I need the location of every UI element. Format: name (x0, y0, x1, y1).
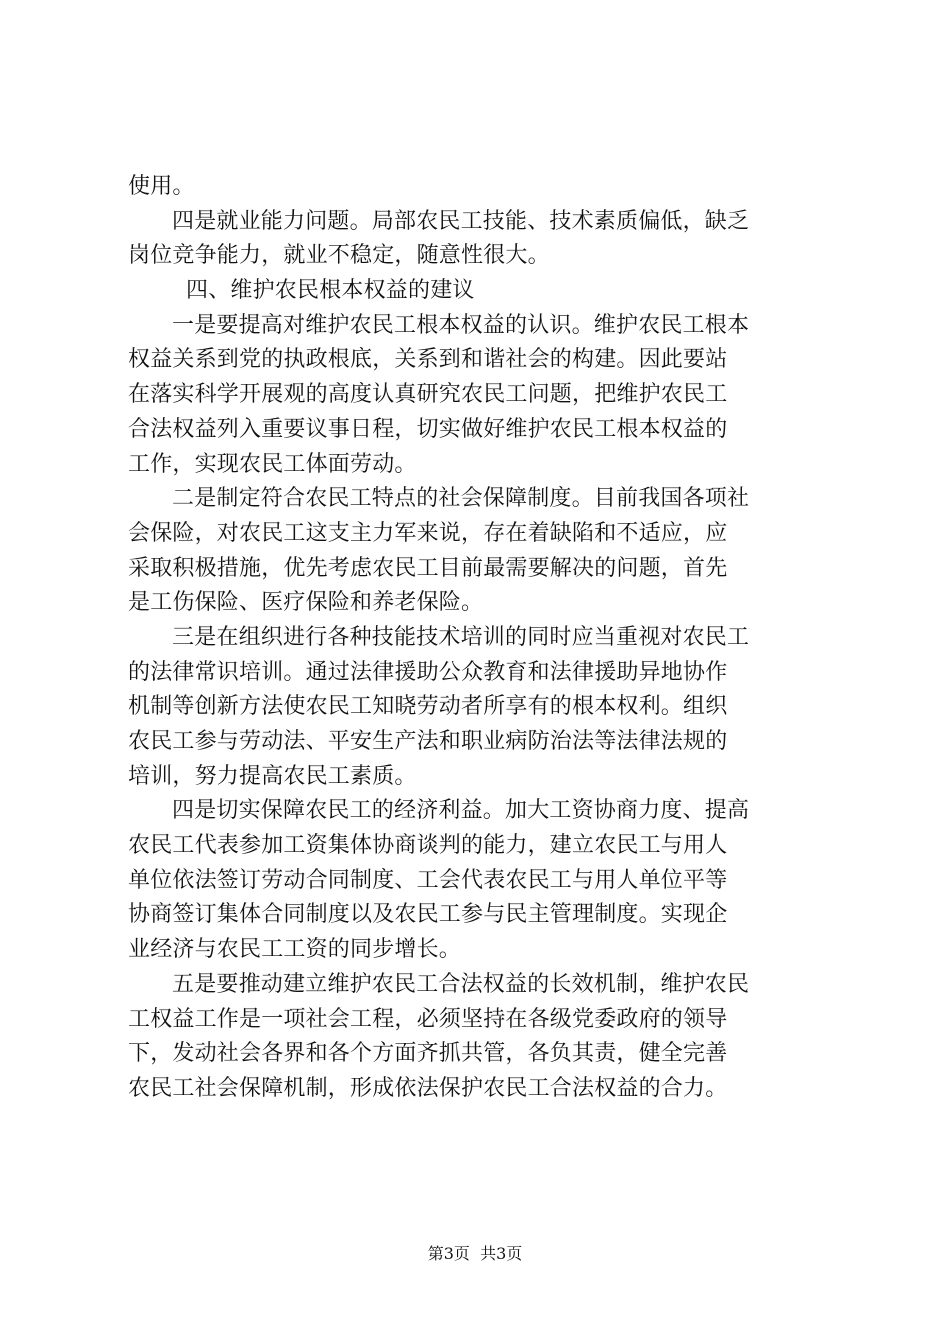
text-line: 业经济与农民工工资的同步增长。 (128, 937, 462, 963)
text-line: 农民工社会保障机制，形成依法保护农民工合法权益的合力。 (128, 1075, 728, 1101)
paragraph-start-line: 四是切实保障农民工的经济利益。加大工资协商力度、提高 (172, 798, 750, 824)
paragraph-start-line: 四是就业能力问题。局部农民工技能、技术素质偏低，缺乏 (172, 208, 750, 234)
text-line: 在落实科学开展观的高度认真研究农民工问题，把维护农民工 (128, 382, 728, 408)
text-line: 的法律常识培训。通过法律援助公众教育和法律援助异地协作 (128, 659, 728, 685)
page-footer (0, 1243, 950, 1265)
paragraph-start-line: 五是要推动建立维护农民工合法权益的长效机制，维护农民 (172, 971, 750, 997)
document-body (128, 170, 832, 1107)
text-line: 工作，实现农民工体面劳动。 (128, 451, 417, 477)
text-line: 岗位竞争能力，就业不稳定，随意性很大。 (128, 243, 550, 269)
text-line: 协商签订集体合同制度以及农民工参与民主管理制度。实现企 (128, 902, 728, 928)
section-heading: 四、维护农民根本权益的建议 (186, 278, 475, 304)
text-line: 培训，努力提高农民工素质。 (128, 763, 417, 789)
text-line: 权益关系到党的执政根底，关系到和谐社会的构建。因此要站 (128, 347, 728, 373)
text-line: 合法权益列入重要议事日程，切实做好维护农民工根本权益的 (128, 416, 728, 442)
paragraph-start-line: 一是要提高对维护农民工根本权益的认识。维护农民工根本 (172, 312, 750, 338)
paragraph-start-line: 二是制定符合农民工特点的社会保障制度。目前我国各项社 (172, 486, 750, 512)
text-line: 机制等创新方法使农民工知晓劳动者所享有的根本权利。组织 (128, 694, 728, 720)
text-line: 会保险，对农民工这支主力军来说，存在着缺陷和不适应，应 (128, 520, 728, 546)
text-line: 使用。 (128, 174, 195, 199)
text-line: 采取积极措施，优先考虑农民工目前最需要解决的问题，首先 (128, 555, 728, 581)
paragraph-start-line: 三是在组织进行各种技能技术培训的同时应当重视对农民工 (172, 624, 750, 650)
text-line: 下，发动社会各界和各个方面齐抓共管，各负其责，健全完善 (128, 1041, 728, 1067)
text-line: 单位依法签订劳动合同制度、工会代表农民工与用人单位平等 (128, 867, 728, 893)
text-line: 农民工参与劳动法、平安生产法和职业病防治法等法律法规的 (128, 729, 728, 754)
text-line: 工权益工作是一项社会工程，必须坚持在各级党委政府的领导 (128, 1006, 728, 1032)
page-number-label: 第3页 共3页 (427, 1244, 523, 1263)
text-line: 是工伤保险、医疗保险和养老保险。 (128, 590, 484, 616)
text-line: 农民工代表参加工资集体协商谈判的能力，建立农民工与用人 (128, 833, 728, 859)
